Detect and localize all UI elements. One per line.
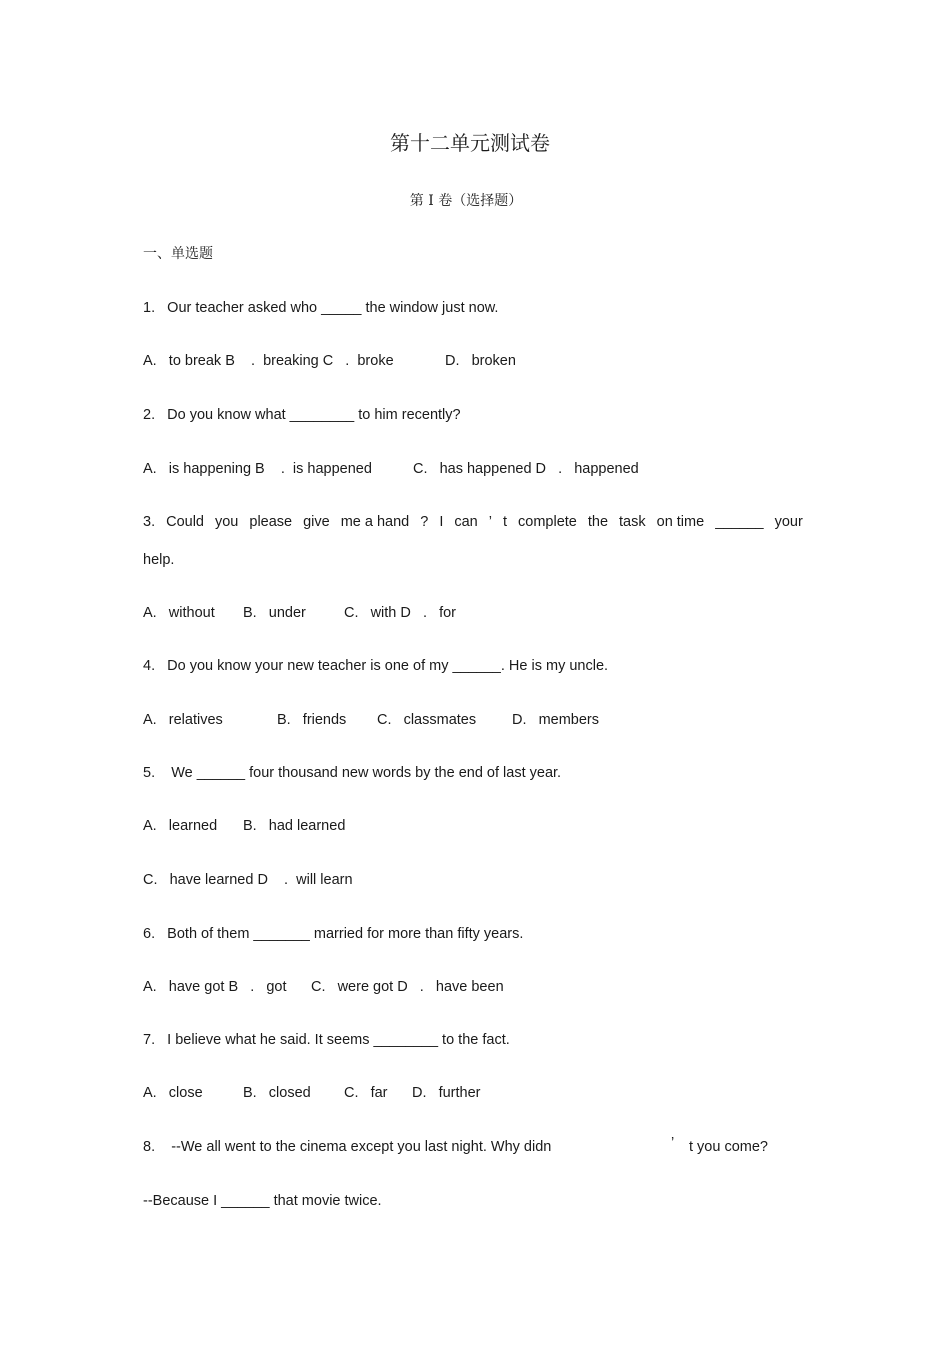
question-8-answer-line: --Because I ______ that movie twice. xyxy=(143,1193,382,1209)
q3-word: me a hand xyxy=(340,514,410,530)
question-5: 5. We ______ four thousand new words by the end of last year. xyxy=(143,765,562,781)
question-2-options xyxy=(143,460,843,478)
q8-text-part-2: t you come? xyxy=(689,1139,768,1155)
q7-option-d: D. further xyxy=(412,1085,481,1101)
q8-apostrophe: ’ xyxy=(671,1135,675,1151)
q6-option-c-d: C. were got D . have been xyxy=(311,979,504,995)
q5-option-b: B. had learned xyxy=(243,818,346,834)
exam-title: 第十二单元测试卷 xyxy=(390,131,550,155)
q4-option-d: D. members xyxy=(512,712,600,728)
q3-word: your xyxy=(774,514,803,530)
q3-word: ? xyxy=(420,514,429,530)
question-3-options xyxy=(143,604,843,622)
question-6-options xyxy=(143,978,843,996)
question-8 xyxy=(143,1135,843,1156)
question-4-options xyxy=(143,711,843,729)
q3-word: ______ xyxy=(715,514,764,530)
q4-option-c: C. classmates xyxy=(377,712,477,728)
q3-option-b: B. under xyxy=(243,605,306,621)
q4-option-b: B. friends xyxy=(277,712,347,728)
question-2: 2. Do you know what ________ to him recently? xyxy=(143,407,461,423)
q1-option-d: D. broken xyxy=(445,353,516,369)
q4-option-a: A. relatives xyxy=(143,712,223,728)
q7-option-c: C. far xyxy=(344,1085,388,1101)
q3-word: give xyxy=(303,514,330,530)
q3-word: complete xyxy=(518,514,577,530)
q3-word: on time xyxy=(656,514,705,530)
q6-option-a-b: A. have got B . got xyxy=(143,979,287,995)
question-4: 4. Do you know your new teacher is one of my ______. He is my uncle. xyxy=(143,658,609,674)
question-1-options xyxy=(143,352,843,370)
q3-option-a: A. without xyxy=(143,605,215,621)
question-5-options-2: C. have learned D . will learn xyxy=(143,872,353,888)
q3-word: Could xyxy=(166,514,204,530)
q3-word: 3. xyxy=(143,514,156,530)
section-heading: 一、单选题 xyxy=(143,246,213,262)
q1-option-a-b-c: A. to break B . breaking C . broke xyxy=(143,353,394,369)
q3-word: I xyxy=(439,514,444,530)
question-3-continued: help. xyxy=(143,552,175,568)
q3-word: task xyxy=(619,514,646,530)
q3-word: you xyxy=(214,514,239,530)
question-3 xyxy=(143,513,803,531)
q3-word: the xyxy=(587,514,609,530)
q7-option-b: B. closed xyxy=(243,1085,311,1101)
q3-option-c-d: C. with D . for xyxy=(344,605,456,621)
q3-word: t xyxy=(502,514,508,530)
q3-word: can xyxy=(454,514,478,530)
q3-word: please xyxy=(249,514,293,530)
question-7-options xyxy=(143,1084,843,1102)
q5-option-a: A. learned xyxy=(143,818,218,834)
question-6: 6. Both of them _______ married for more than fifty years. xyxy=(143,926,524,942)
q3-word: ’ xyxy=(488,514,492,530)
question-7: 7. I believe what he said. It seems ________ to the fact. xyxy=(143,1032,510,1048)
q2-option-c-d: C. has happened D . happened xyxy=(413,461,639,477)
q8-text-part-1: 8. --We all went to the cinema except you last night. Why didn xyxy=(143,1139,552,1155)
question-1: 1. Our teacher asked who _____ the window just now. xyxy=(143,300,499,316)
question-5-options xyxy=(143,817,843,835)
q2-option-a-b: A. is happening B . is happened xyxy=(143,461,372,477)
q7-option-a: A. close xyxy=(143,1085,203,1101)
paper-subtitle: 第 I 卷（选择题） xyxy=(409,193,523,209)
